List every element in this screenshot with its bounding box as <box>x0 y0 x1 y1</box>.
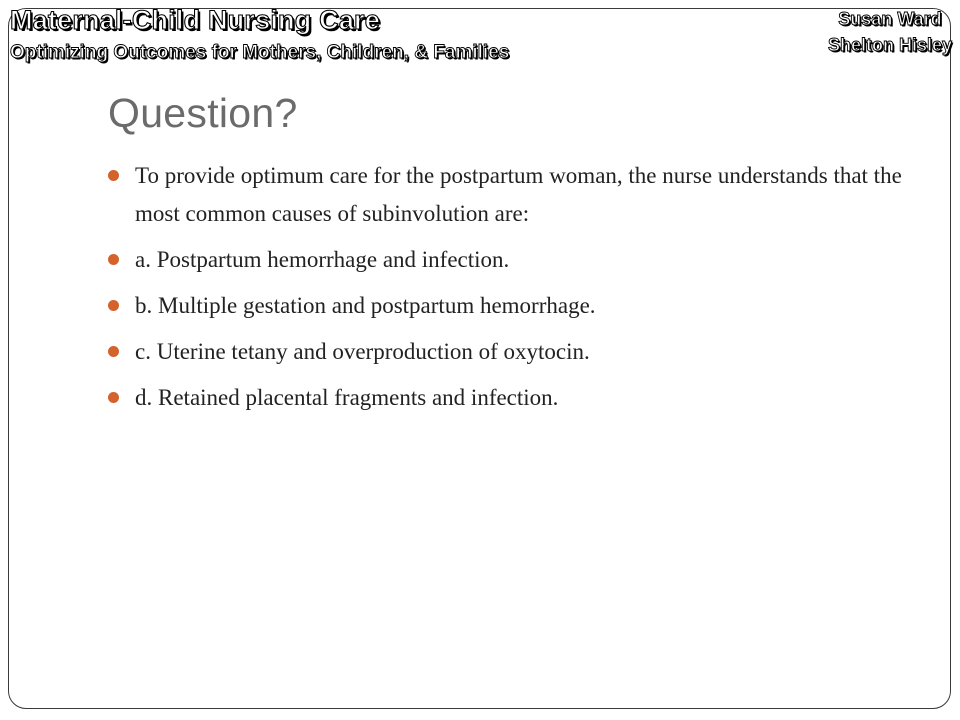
bullet-text: b. Multiple gestation and postpartum hemorrhage. <box>135 293 596 318</box>
author-name: Susan Ward <box>838 9 942 29</box>
bullet-text: a. Postpartum hemorrhage and infection. <box>135 247 510 272</box>
bullet-icon <box>108 170 119 181</box>
bullet-icon <box>108 300 119 311</box>
answer-option-b <box>105 287 905 325</box>
bullet-text: d. Retained placental fragments and infection. <box>135 385 559 410</box>
authors <box>828 6 952 58</box>
answer-option-c <box>105 333 905 371</box>
author-name: Shelton Hisley <box>827 35 952 55</box>
bullet-icon <box>108 392 119 403</box>
slide-title: Question? <box>108 90 298 136</box>
bullet-icon <box>108 254 119 265</box>
bullet-icon <box>108 346 119 357</box>
bullet-text: To provide optimum care for the postpartum woman, the nurse understands that the most common causes of subinvolution are: <box>135 163 902 226</box>
bullet-text: c. Uterine tetany and overproduction of oxytocin. <box>135 339 590 364</box>
answer-option-a <box>105 241 905 279</box>
question-list <box>105 157 905 425</box>
book-subtitle: Optimizing Outcomes for Mothers, Children, & Families <box>10 42 510 63</box>
answer-option-d <box>105 379 905 417</box>
book-title: Maternal-Child Nursing Care <box>10 5 380 35</box>
question-stem <box>105 157 905 233</box>
